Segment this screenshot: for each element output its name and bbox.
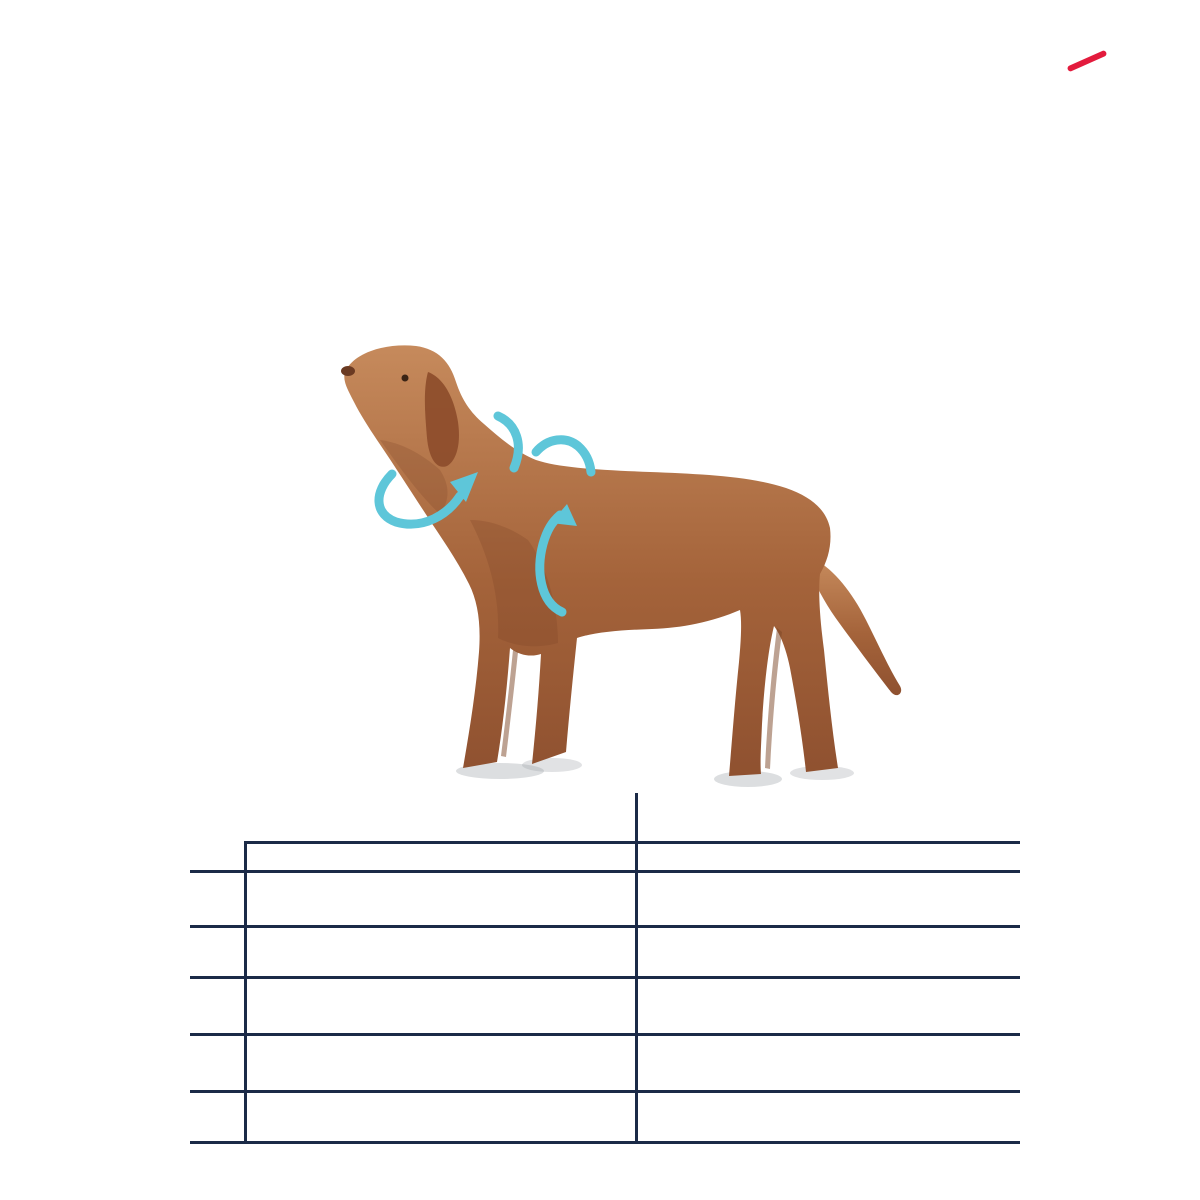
size-label-m	[170, 979, 244, 1033]
ground-shadows	[456, 758, 854, 787]
neck-value-xs	[245, 873, 635, 925]
table-hline-bottom	[190, 1141, 1020, 1144]
chest-value-l	[638, 1036, 1020, 1090]
neck-value-xl	[245, 1093, 635, 1141]
chest-value-xs	[638, 873, 1020, 925]
neck-value-l	[245, 1036, 635, 1090]
col-header-neck	[245, 795, 635, 839]
dog-body	[344, 345, 838, 776]
unit-neck	[245, 842, 635, 871]
dog-nose	[341, 366, 355, 376]
unit-chest	[638, 842, 1020, 871]
dog-illustration	[330, 330, 910, 790]
table-hline-unit-top	[244, 841, 1020, 844]
chest-value-s	[638, 928, 1020, 976]
size-label-xs	[170, 873, 244, 925]
chest-value-m	[638, 979, 1020, 1033]
size-label-l	[170, 1036, 244, 1090]
neck-value-m	[245, 979, 635, 1033]
neck-value-s	[245, 928, 635, 976]
col-header-chest	[638, 795, 1020, 839]
size-label-s	[170, 928, 244, 976]
size-label-xl	[170, 1093, 244, 1141]
dog-eye	[402, 375, 409, 382]
chest-value-xl	[638, 1093, 1020, 1141]
